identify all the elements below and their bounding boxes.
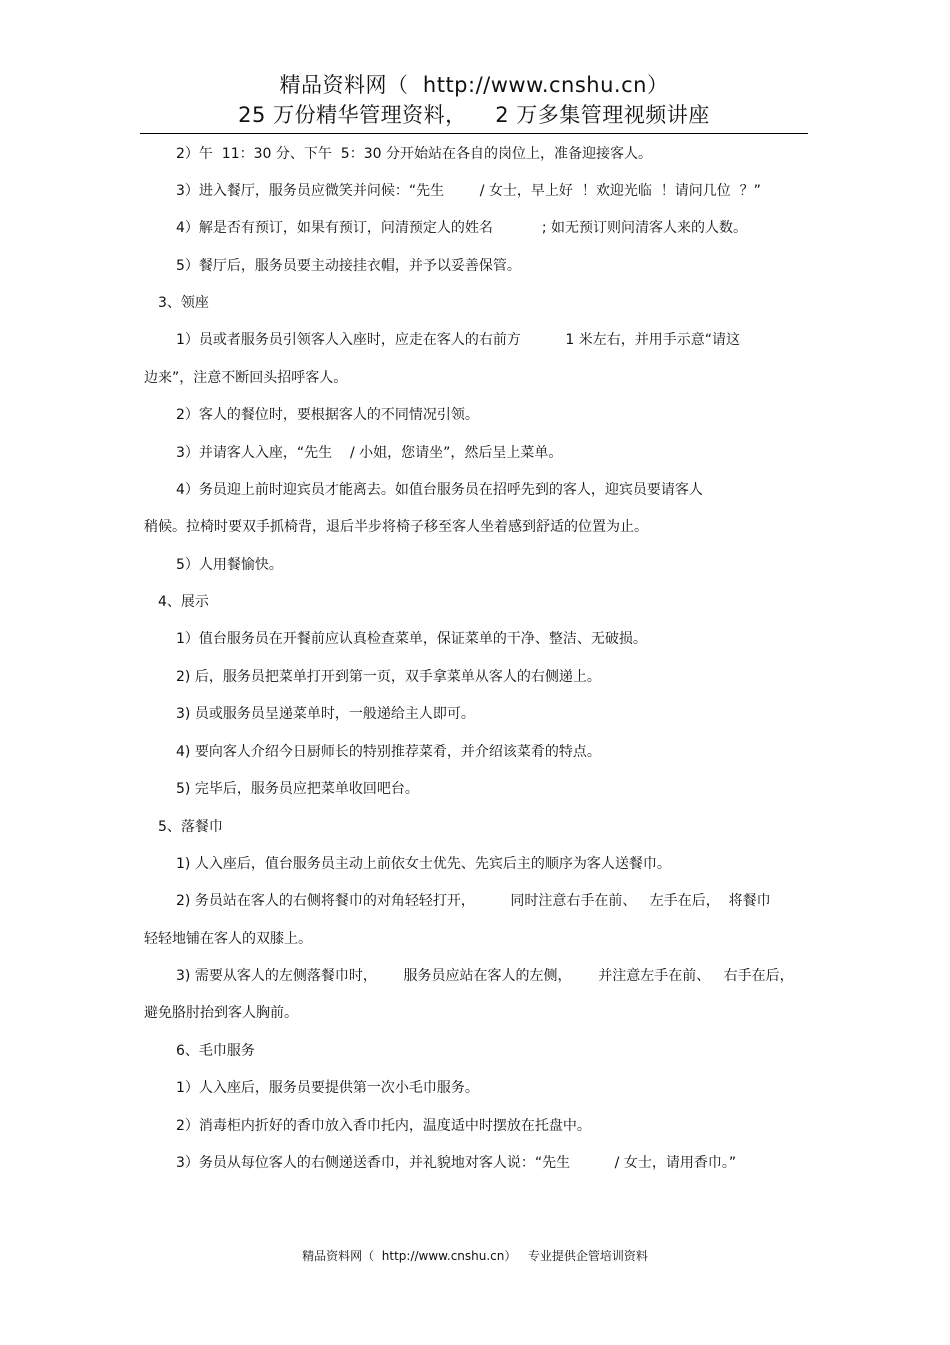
text-line: 1）人入座后，服务员要提供第一次小毛巾服务。 bbox=[176, 1080, 479, 1096]
text-line: 4）解是否有预订，如果有预订，问清预定人的姓名 ; 如无预订则问清客人来的人数。 bbox=[176, 220, 748, 236]
text-line: 2）午 11：30 分、下午 5：30 分开始站在各自的岗位上，准备迎接客人。 bbox=[176, 146, 652, 162]
header-site-title: 精品资料网（ http://www.cnshu.cn） bbox=[279, 73, 669, 97]
header-divider bbox=[140, 133, 808, 134]
section-heading: 4、展示 bbox=[158, 594, 209, 610]
text-line: 4）务员迎上前时迎宾员才能离去。如值台服务员在招呼先到的客人，迎宾员要请客人 bbox=[176, 482, 703, 498]
text-line: 3）务员从每位客人的右侧递送香巾，并礼貌地对客人说：“先生 / 女士，请用香巾。” bbox=[176, 1155, 737, 1171]
text-line: 3）并请客人入座，“先生 / 小姐，您请坐”，然后呈上菜单。 bbox=[176, 445, 563, 461]
text-line: 3) 需要从客人的左侧落餐巾时， 服务员应站在客人的左侧， 并注意左手在前、 右手在后， bbox=[176, 968, 794, 984]
text-line: 2）客人的餐位时，要根据客人的不同情况引领。 bbox=[176, 407, 479, 423]
text-line: 1）值台服务员在开餐前应认真检查菜单，保证菜单的干净、整洁、无破损。 bbox=[176, 631, 647, 647]
text-line: 5）餐厅后，服务员要主动接挂衣帽，并予以妥善保管。 bbox=[176, 258, 521, 274]
text-line: 稍候。拉椅时要双手抓椅背，退后半步将椅子移至客人坐着感到舒适的位置为止。 bbox=[144, 519, 648, 535]
text-line: 5) 完毕后，服务员应把菜单收回吧台。 bbox=[176, 781, 419, 797]
text-line: 1) 人入座后，值台服务员主动上前依女士优先、先宾后主的顺序为客人送餐巾。 bbox=[176, 856, 671, 872]
header-tagline: 25 万份精华管理资料， 2 万多集管理视频讲座 bbox=[238, 103, 710, 127]
text-line: 2）消毒柜内折好的香巾放入香巾托内，温度适中时摆放在托盘中。 bbox=[176, 1118, 591, 1134]
text-line: 1）员或者服务员引领客人入座时，应走在客人的右前方 1 米左右，并用手示意“请这 bbox=[176, 332, 741, 348]
text-line: 轻轻地铺在客人的双膝上。 bbox=[144, 931, 312, 947]
text-line: 避免胳肘抬到客人胸前。 bbox=[144, 1005, 298, 1021]
text-line: 4) 要向客人介绍今日厨师长的特别推荐菜肴，并介绍该菜肴的特点。 bbox=[176, 744, 601, 760]
text-line: 边来”，注意不断回头招呼客人。 bbox=[144, 370, 348, 386]
section-heading: 6、毛巾服务 bbox=[176, 1043, 255, 1059]
text-line: 3) 员或服务员呈递菜单时，一般递给主人即可。 bbox=[176, 706, 475, 722]
text-line: 3）进入餐厅，服务员应微笑并问候：“先生 / 女士，早上好 ！欢迎光临 ！请问几位 ？” bbox=[176, 183, 761, 199]
section-heading: 5、落餐巾 bbox=[158, 819, 223, 835]
text-line: 2) 务员站在客人的右侧将餐巾的对角轻轻打开， 同时注意右手在前、 左手在后， 将餐巾 bbox=[176, 893, 771, 909]
page-footer: 精品资料网（ http://www.cnshu.cn） 专业提供企管培训资料 bbox=[302, 1249, 648, 1263]
page-header bbox=[140, 70, 808, 130]
text-line: 5）人用餐愉快。 bbox=[176, 557, 283, 573]
text-line: 2) 后，服务员把菜单打开到第一页，双手拿菜单从客人的右侧递上。 bbox=[176, 669, 601, 685]
section-heading: 3、领座 bbox=[158, 295, 209, 311]
